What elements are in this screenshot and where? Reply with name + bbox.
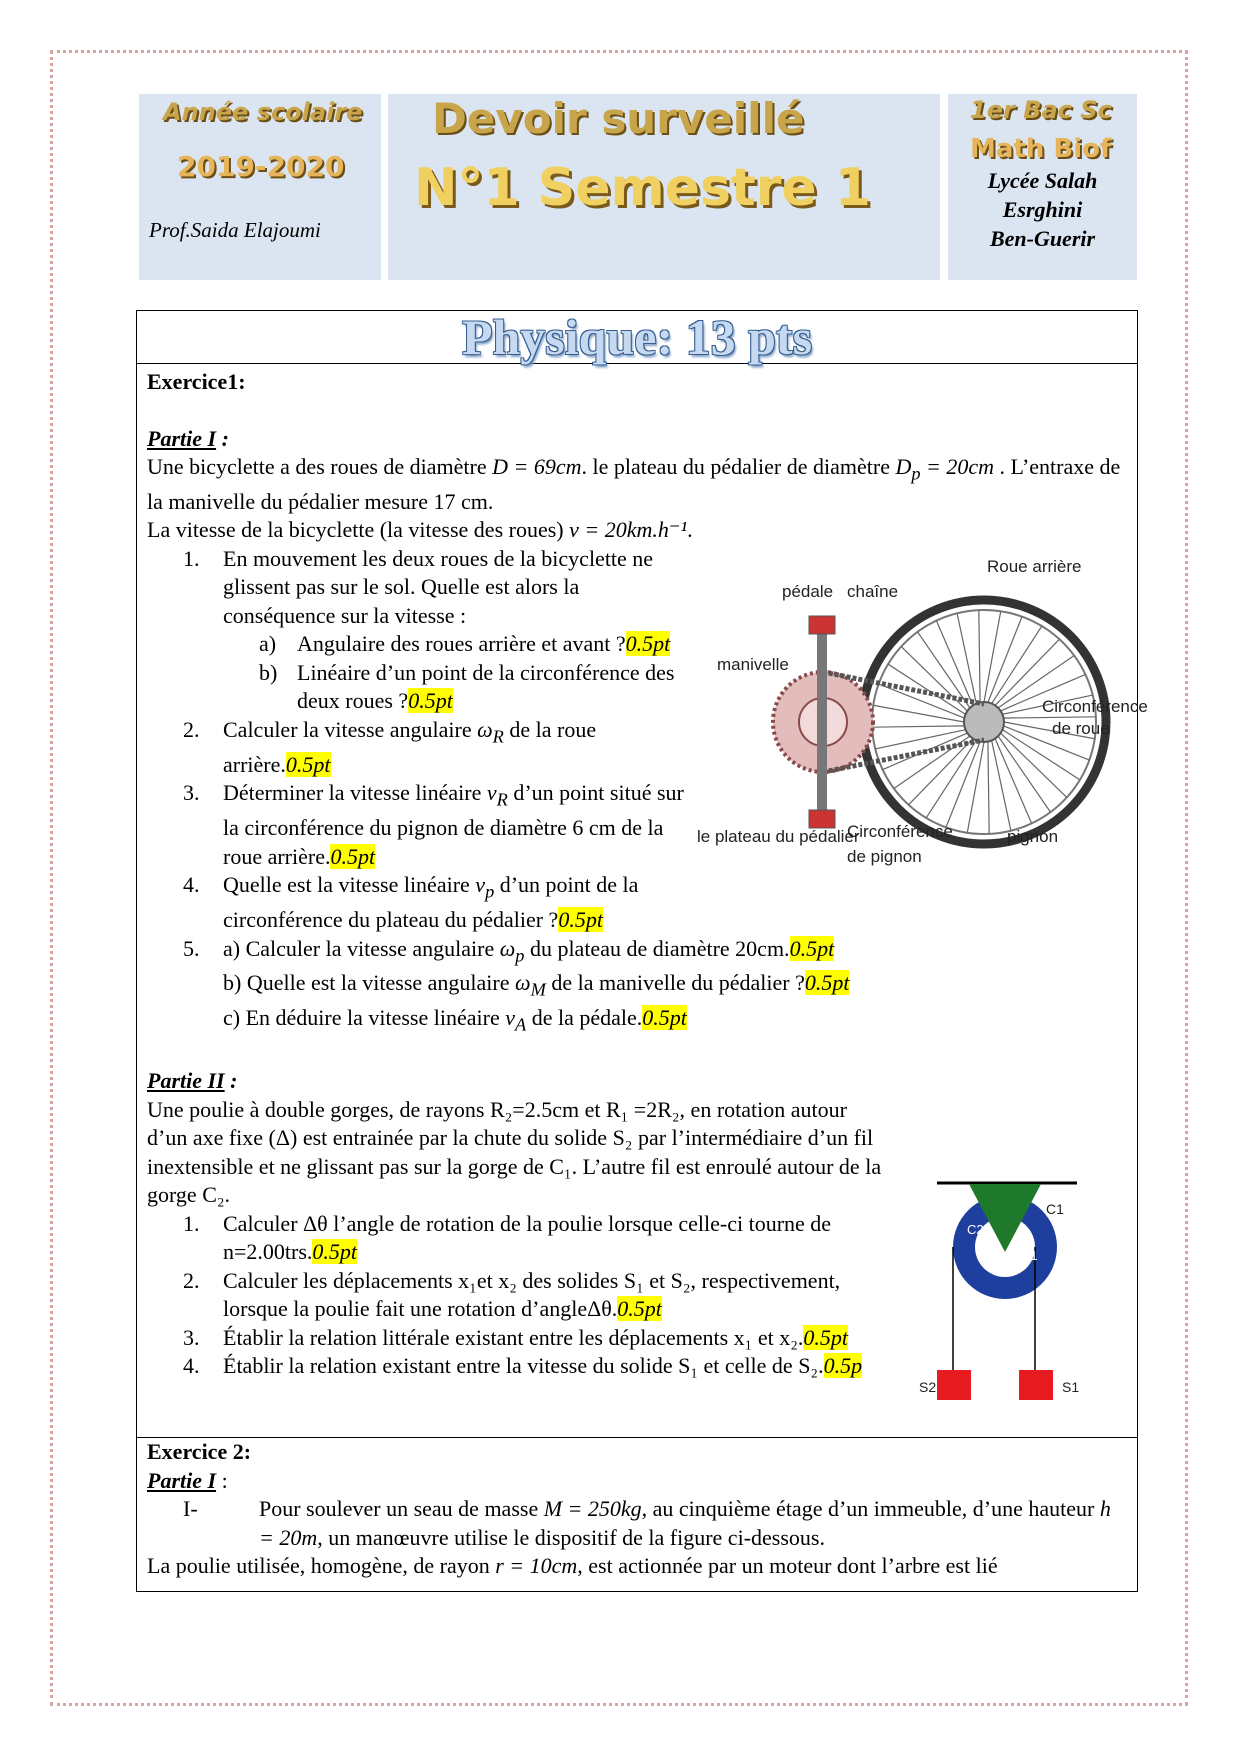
year-label: Année scolaire — [163, 98, 363, 126]
question-1: 1. En mouvement les deux roues de la bicyclette ne glissent pas sur le sol. Quelle est alors la conséquence sur la vitesse : — [183, 545, 654, 628]
question-3: 3. Établir la relation littérale existant entre les déplacements x₁ et x₂.0.5pt — [183, 1324, 849, 1350]
part2-intro: Une poulie à double gorges, de rayons R₂=2.5cm et R₁ =2R₂, en rotation autour d’un axe fixe (Δ) est entrainée par la chute du solide S₂ par l’intermédiaire d’un fil inextensible et ne glissant pas sur la gorge de C₁. L’autre fil est enroulé autour de la gorge C₂. — [147, 1096, 882, 1208]
bicycle-drivetrain-figure — [697, 552, 1148, 902]
question-5b: b) Quelle est la vitesse angulaire $\omega_M$ de la manivelle du pédalier ?0.5pt — [223, 970, 850, 1000]
section-title: Physique: 13 pts — [137, 311, 1137, 364]
wheel-spoke — [979, 610, 980, 702]
partie-heading: Partie I : — [147, 1467, 228, 1493]
question-4: 4. Établir la relation existant entre la vitesse du solide S₁ et celle de S₂.0.5p — [183, 1353, 863, 1379]
question-3: 3. Déterminer la vitesse linéaire $v_R$ d’un point situé sur la circonférence du pignon de diamètre 6 cm de la roue arrière.0.5pt — [183, 780, 684, 869]
exercise-1 — [137, 368, 1148, 1438]
part1-intro: Une bicyclette a des roues de diamètre D = 69cm. le plateau du pédalier de diamètre $D_p = 20cm$ . L’entraxe de la manivelle du pédalier mesure 17 cm. — [147, 454, 1121, 514]
ex2-paragraph-2: La poulie utilisée, homogène, de rayon r = 10cm, est actionnée par un moteur dont l’arbre est lié — [147, 1553, 998, 1578]
c2-label: C2 — [967, 1222, 984, 1237]
mass-s1 — [1019, 1370, 1053, 1400]
r2-label: R2 — [989, 1252, 1006, 1267]
header-class-box — [948, 94, 1137, 280]
pedal-label: pédale — [782, 582, 834, 601]
partie-heading: Partie II : — [147, 1068, 238, 1094]
chain-label: chaîne — [847, 582, 899, 601]
double-pulley-figure — [919, 1180, 1097, 1405]
wheel-spoke — [873, 705, 964, 722]
sprocket-label: pignon — [1007, 827, 1059, 846]
part1-questions — [147, 545, 692, 935]
wheel-spoke — [946, 742, 980, 828]
partie-heading: Partie I : — [147, 425, 229, 451]
wheel-spoke — [984, 611, 1001, 702]
question-4: 4. Quelle est la vitesse linéaire $v_p$ d’un point de la circonférence du plateau du pédalier ?0.5pt — [183, 872, 639, 933]
exam-content — [136, 309, 1148, 1592]
question-2: 2. Calculer les déplacements x₁et x₂ des solides S₁ et S₂, respectivement, lorsque la poulie fait une rotation d’angleΔθ.0.5pt — [183, 1267, 841, 1322]
chainring-label: le plateau du pédalier — [697, 827, 860, 846]
c1-label: C1 — [1046, 1201, 1064, 1217]
class-label: 1er Bac Sc — [970, 96, 1112, 124]
question-5c: c) En déduire la vitesse linéaire $v_A$ de la pédale.0.5pt — [223, 1005, 687, 1035]
school-line: Ben-Guerir — [989, 226, 1096, 251]
wheel-spoke — [1004, 717, 1096, 718]
s2-label: S2 — [919, 1379, 937, 1395]
exam-title: Devoir surveillé — [432, 94, 805, 143]
wheel-circumference-label: Circonférence — [1042, 697, 1148, 716]
sprocket-circumference-label: Circonférence — [847, 822, 953, 841]
wheel-spoke — [872, 726, 964, 727]
question-1: 1. Calculer Δθ l’angle de rotation de la poulie lorsque celle-ci tourne de n=2.00trs.0.5pt — [183, 1210, 832, 1265]
part2-questions — [147, 1210, 892, 1381]
exercise-title: Exercice 2: — [147, 1439, 252, 1464]
s1-label: S1 — [1062, 1379, 1080, 1395]
question-5a: 5. a) Calculer la vitesse angulaire $\omega_p$ du plateau de diamètre 20cm.0.5pt — [183, 935, 835, 965]
question-1a: a) Angulaire des roues arrière et avant ?0.5pt — [259, 631, 671, 657]
rear-wheel-label: Roue arrière — [987, 557, 1082, 576]
header-year-box — [139, 94, 381, 280]
exercise-title: Exercice1: — [147, 369, 246, 394]
school-line: Esrghini — [1002, 197, 1083, 222]
question-1b: b) Linéaire d’un point de la circonférence des deux roues ?0.5pt — [259, 659, 675, 714]
class-track: Math Biof — [970, 134, 1112, 164]
r1-label: R1 — [1021, 1248, 1038, 1263]
school-line: Lycée Salah — [987, 168, 1098, 193]
header-title-box — [388, 94, 940, 280]
crank-label: manivelle — [717, 655, 789, 674]
wheel-circumference-label: de roue — [1052, 719, 1110, 738]
teacher-name: Prof.Saida Elajoumi — [149, 218, 321, 242]
wheel-spoke — [967, 742, 984, 833]
bike-speed: La vitesse de la bicyclette (la vitesse des roues) v = 20km.h⁻¹. — [147, 517, 693, 543]
school-name — [948, 166, 1137, 253]
mass-s2 — [937, 1370, 971, 1400]
question-2: 2. Calculer la vitesse angulaire $\omega_R$ de la roue arrière.0.5pt — [183, 716, 597, 777]
exam-subtitle: N°1 Semestre 1 — [414, 158, 871, 218]
wheel-spoke — [988, 617, 1022, 703]
exercise-2 — [137, 1438, 1137, 1597]
ex2-paragraph-1: I- Pour soulever un seau de masse M = 250kg, au cinquième étage d’un immeuble, d’une hauteur h = 20m, un manœuvre utilise le dispositif de la figure ci-dessous. — [183, 1496, 1111, 1550]
year-value: 2019-2020 — [177, 150, 345, 183]
sprocket-circumference-label: de pignon — [847, 847, 922, 866]
wheel-spoke — [988, 742, 989, 834]
